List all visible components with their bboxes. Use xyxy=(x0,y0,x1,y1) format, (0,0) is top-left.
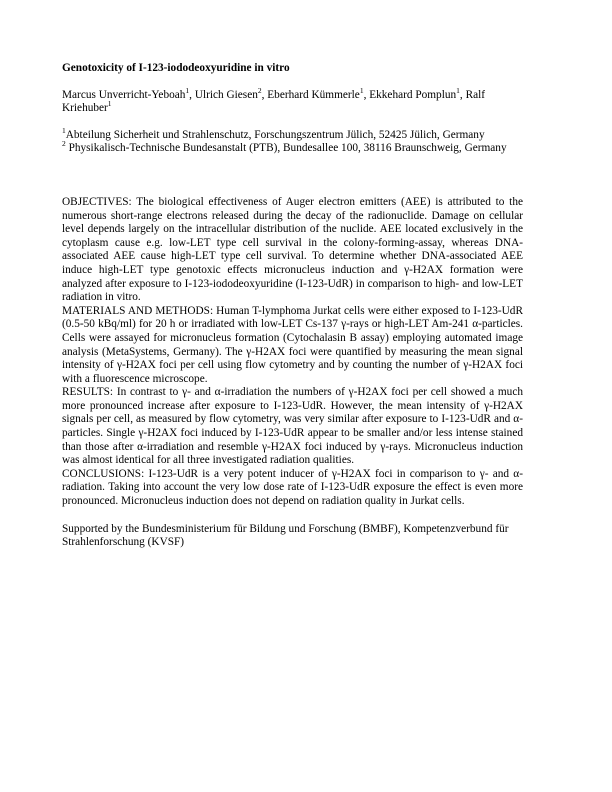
affiliation-number: 2 xyxy=(62,139,66,149)
abstract-objectives: OBJECTIVES: The biological effectiveness of Auger electron emitters (AEE) is attributed to the numerous short-range electrons released during the decay of the radionuclide. Damage on cellular level depends largely on the intracellular distribution of the nuclide. AEE located exclusively in the cytoplasm cause e.g. low-LET type cell survival in the colony-forming-assay, whereas DNA-associated AEE cause high-LET type cell survival. To determine whether DNA-associated AEE induce high-LET type genotoxic effects micronucleus induction and γ-H2AX formation were analyzed after exposure to I-123-iododeoxyuridine (I-123-UdR) in comparison to high- and low-LET radiation in vitro. xyxy=(62,195,523,304)
author-affil-marker: 1 xyxy=(107,99,112,109)
author-list: Marcus Unverricht-Yeboah$^1$, Ulrich Giesen$^2$, Eberhard Kümmerle$^1$, Ekkehard Pomplun$^1$, Ralf Kriehuber$^1$ xyxy=(62,85,486,115)
affiliation xyxy=(62,139,523,156)
author-name: Ralf Kriehuber xyxy=(62,88,486,115)
document-page xyxy=(62,62,523,550)
affiliation-number: 1 xyxy=(62,126,66,136)
abstract-results: RESULTS: In contrast to γ- and α-irradiation the numbers of γ-H2AX foci per cell showed a much more pronounced increase after exposure to I-123-UdR. However, the mean intensity of γ-H2AX signals per cell, as measured by flow cytometry, was very similar after exposure to I-123-UdR and α-particles. Single γ-H2AX foci induced by I-123-UdR appear to be smaller and/or less intense stained than those after α-irradiation and resemble γ-H2AX foci induced by γ-rays. Micronucleus induction was almost identical for all three investigated radiation qualities. xyxy=(62,386,523,467)
paper-title: Genotoxicity of I-123-iododeoxyuridine in vitro xyxy=(62,62,290,74)
author-affil-marker: 1 xyxy=(456,85,460,95)
abstract xyxy=(62,196,523,509)
author-name: Marcus Unverricht-Yeboah xyxy=(62,88,186,101)
affiliation-text: Physikalisch-Technische Bundesanstalt (PTB), Bundesallee 100, 38116 Braunschweig, Germany xyxy=(65,142,507,155)
author-name: Ekkehard Pomplun xyxy=(369,88,457,101)
affiliation xyxy=(62,126,523,143)
abstract-methods: MATERIALS AND METHODS: Human T-lymphoma Jurkat cells were either exposed to I-123-UdR (0.5-50 kBq/ml) for 20 h or irradiated with low-LET Cs-137 γ-rays or high-LET Am-241 α-particles. Cells were assayed for micronucleus formation (Cytochalasin B assay) employing automated image analysis (MetaSystems, Germany). The γ-H2AX foci were quantified by measuring the mean signal intensity of γ-H2AX foci per cell using flow cytometry and by counting the number of γ-H2AX foci with a fluorescence microscope. xyxy=(62,304,523,385)
affiliation-list xyxy=(62,126,523,156)
author-affil-marker: 1 xyxy=(359,85,364,95)
funding-acknowledgement: Supported by the Bundesministerium für Bildung und Forschung (BMBF), Kompetenzverbund für Strahlenforschung (KVSF) xyxy=(62,522,509,549)
abstract-conclusions: CONCLUSIONS: I-123-UdR is a very potent inducer of γ-H2AX foci in comparison to γ- and α-radiation. Taking into account the very low dose rate of I-123-UdR exposure the effect is even more pronounced. Micronucleus induction does not depend on radiation quality in Jurkat cells. xyxy=(62,467,523,508)
affiliation-text: Abteilung Sicherheit und Strahlenschutz, Forschungszentrum Jülich, 52425 Jülich, Germany xyxy=(65,128,485,141)
author-name: Eberhard Kümmerle xyxy=(267,88,360,101)
author-name: Ulrich Giesen xyxy=(194,88,258,101)
author-affil-marker: 2 xyxy=(257,85,262,95)
author-affil-marker: 1 xyxy=(185,85,190,95)
